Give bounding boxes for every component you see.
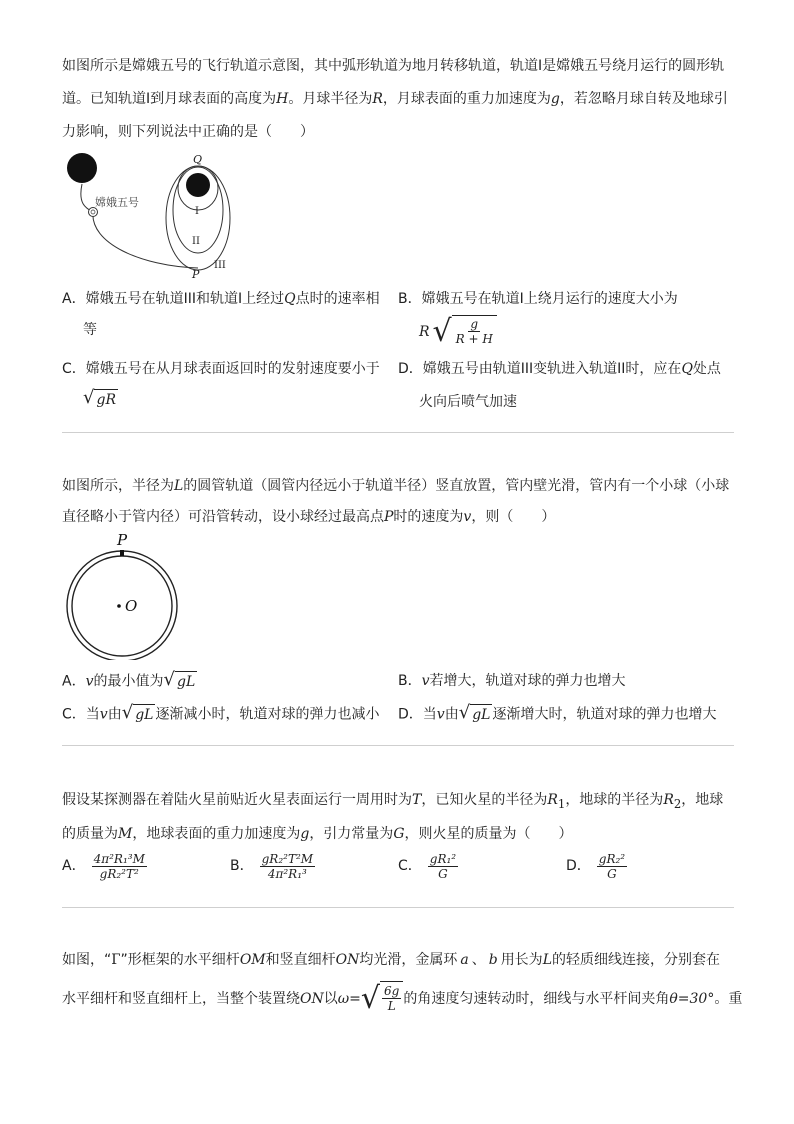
q3-stem-line2 (62, 824, 573, 844)
q3-text: ，则火星的质量为（ ） (404, 826, 573, 842)
var-v: v (421, 673, 430, 689)
var-ON: ON (300, 991, 324, 1007)
q3-text: C． (398, 858, 422, 874)
sqrt-gL (122, 704, 156, 725)
numerator: 6g (384, 984, 400, 998)
subscript: 1 (557, 796, 566, 811)
radicand: gL (133, 704, 155, 725)
q2-option-b[interactable] (398, 671, 626, 691)
q1-stem-line2 (62, 89, 728, 109)
var-v: v (99, 706, 108, 723)
q4-text: 以 (323, 991, 338, 1007)
q1-option-a[interactable] (62, 289, 380, 309)
var-theta: θ=30° (669, 991, 715, 1007)
q1-option-b[interactable] (398, 289, 678, 309)
var-ON: ON (335, 952, 360, 968)
q1-text: 道。已知轨道I到月球表面的高度为 (62, 91, 277, 107)
var-P: P (384, 509, 394, 525)
q2-text: 的圆管轨道（圆管内径远小于轨道半径）竖直放置，管内壁光滑，管内有一个小球（小球 (183, 478, 730, 494)
fraction (597, 852, 627, 881)
var-R: R (372, 91, 383, 107)
label-II: II (192, 236, 200, 247)
radical-icon: √ (432, 314, 452, 349)
denominator: G (607, 866, 617, 881)
var-T: T (412, 792, 422, 808)
q2-text: 时的速度为 (393, 509, 464, 525)
q4-text: 的角速度匀速转动时，细线与水平杆间夹角 (403, 991, 670, 1007)
tube-inner-wall (72, 556, 172, 656)
denominator: L (387, 999, 396, 1013)
q3-text: ，已知火星的半径为 (421, 792, 548, 808)
numerator: gR₂²T²M (261, 851, 314, 866)
subscript: 2 (673, 796, 682, 811)
q1-stem-text: 如图所示是嫦娥五号的飞行轨道示意图，其中弧形轨道为地月转移轨道，轨道I是嫦娥五号绕月运行的圆形轨 (62, 58, 725, 74)
q2-text: ，则（ ） (471, 509, 556, 525)
radicand (380, 981, 403, 1017)
q2-text: 逐渐增大时，轨道对球的弹力也增大 (492, 706, 717, 723)
q3-option-c[interactable] (398, 848, 458, 884)
q2-text: 逐渐减小时，轨道对球的弹力也减小 (155, 706, 380, 723)
fraction (382, 984, 401, 1013)
denominator: R + H (455, 332, 493, 346)
sqrt-fraction (433, 315, 497, 349)
center-O-dot (117, 604, 121, 608)
numerator: gR₂² (598, 851, 626, 866)
var-OM: OM (239, 952, 266, 968)
q3-text: D． (566, 858, 591, 874)
var-R: R (419, 324, 430, 340)
tube-outer-wall (67, 551, 177, 660)
q1-option-c-formula (83, 389, 118, 410)
q1-text: 点时的速率相 (295, 291, 380, 307)
var-H: H (276, 91, 289, 107)
denominator: G (438, 866, 448, 881)
q3-option-b[interactable] (230, 848, 315, 884)
sqrt-gR (83, 389, 118, 410)
q3-option-d[interactable] (566, 848, 627, 884)
q4-text: 水平细杆和竖直细杆上，当整个装置绕 (62, 991, 300, 1007)
q4-text: ”形框架的水平细杆 (120, 952, 240, 968)
q1-text: 力影响，则下列说法中正确的是（ ） (62, 124, 314, 140)
q2-option-a[interactable] (62, 671, 197, 692)
q1-option-a-line2 (83, 320, 97, 340)
radical-icon: √ (360, 981, 381, 1016)
var-g: g (300, 826, 310, 842)
q2-text: 如图所示，半径为 (62, 478, 174, 494)
q4-text: 。重 (714, 991, 743, 1007)
radical-icon: √ (458, 702, 471, 723)
q4-stem-line1 (62, 950, 720, 970)
q2-stem-line2 (62, 507, 555, 527)
var-g: g (550, 91, 560, 107)
fraction (454, 317, 495, 346)
var-b: b (488, 952, 498, 968)
q2-text: 的最小值为 (93, 673, 164, 690)
var-Q: Q (681, 361, 693, 377)
q1-text: 火向后喷气加速 (419, 394, 517, 410)
var-M: M (118, 826, 133, 842)
var-v: v (85, 673, 94, 690)
var-G: G (393, 826, 405, 842)
q2-text: 由 (107, 706, 122, 723)
q1-text: 处点 (692, 361, 721, 377)
denominator: gR₂²T² (99, 866, 139, 881)
var-R1: R (547, 792, 558, 808)
fraction (92, 852, 147, 881)
q1-option-b-formula (419, 314, 497, 350)
q3-text: ，地球表面的重力加速度为 (132, 826, 301, 842)
frame-symbol: Г (111, 952, 121, 968)
q4-text: 的轻质细线连接，分别套在 (551, 952, 720, 968)
q2-circular-tube-figure (62, 530, 184, 660)
q4-text: 如图，“ (62, 952, 112, 968)
q2-option-d[interactable] (398, 704, 716, 725)
label-Q: Q (193, 153, 203, 166)
label-III: III (214, 260, 226, 271)
q1-text: 等 (83, 322, 97, 338)
q2-text: 由 (444, 706, 459, 723)
sqrt-fraction (361, 981, 403, 1017)
q3-text: ，地球的半径为 (565, 792, 664, 808)
var-R2: R (663, 792, 674, 808)
q3-text: ，引力常量为 (309, 826, 394, 842)
fraction (260, 852, 315, 881)
label-P: P (192, 268, 200, 280)
q1-option-d[interactable] (398, 359, 721, 379)
q2-stem-line1 (62, 476, 729, 496)
q4-text: 均光滑，金属环 (359, 952, 458, 968)
q4-text: 和竖直细杆 (265, 952, 336, 968)
q4-text: 用长为 (500, 952, 543, 968)
q2-text: B． (398, 673, 422, 689)
q4-stem-line2 (62, 978, 742, 1020)
denominator: 4π²R₁³ (267, 866, 307, 881)
var-L: L (542, 952, 552, 968)
q1-text: 。月球半径为 (288, 91, 373, 107)
label-I: I (195, 206, 199, 217)
q1-text: D．嫦娥五号由轨道III变轨进入轨道II时，应在 (398, 361, 682, 377)
numerator: g (470, 317, 479, 331)
radical-icon: √ (83, 387, 95, 408)
radical-icon: √ (163, 669, 175, 690)
var-v: v (463, 509, 472, 525)
q3-text: ，地球 (681, 792, 724, 808)
radicand (452, 315, 497, 349)
numerator: 4π²R₁³M (93, 851, 145, 866)
var-Q: Q (284, 291, 296, 307)
q1-option-c[interactable] (62, 359, 380, 379)
q2-text: D．当 (398, 706, 437, 723)
q1-orbit-figure (60, 148, 240, 280)
var-a: a (460, 952, 469, 968)
q1-text: B．嫦娥五号在轨道I上绕月运行的速度大小为 (398, 291, 678, 307)
earth (67, 153, 97, 183)
label-P: P (117, 531, 128, 549)
q1-stem-line3 (62, 122, 314, 142)
radicand: gL (470, 704, 492, 725)
q1-text: C．嫦娥五号在从月球表面返回时的发射速度要小于 (62, 361, 380, 377)
q2-text: A． (62, 673, 86, 690)
divider (62, 745, 734, 746)
fraction (428, 852, 458, 881)
var-v: v (436, 706, 445, 723)
q2-text: 直径略小于管内径）可沿管转动，设小球经过最高点 (62, 509, 384, 525)
q3-text: A． (62, 858, 86, 874)
q2-option-c[interactable] (62, 704, 379, 725)
label-O: O (125, 597, 138, 615)
q3-text: 的质量为 (62, 826, 118, 842)
q1-text: A．嫦娥五号在轨道III和轨道I上经过 (62, 291, 285, 307)
label-chang-e: 嫦娥五号 (95, 196, 139, 209)
q1-text: ，若忽略月球自转及地球引 (559, 91, 728, 107)
q3-text: B． (230, 858, 254, 874)
q1-stem-line1 (62, 56, 724, 76)
sqrt-gL (164, 671, 198, 692)
ball-at-P (120, 550, 124, 556)
q2-text: 若增大，轨道对球的弹力也增大 (429, 673, 626, 689)
q1-option-d-line2 (419, 392, 517, 412)
radicand: gL (175, 671, 197, 692)
moon (186, 173, 210, 197)
q3-stem-line1 (62, 790, 723, 814)
q3-text: 假设某探测器在着陆火星前贴近火星表面运行一周用时为 (62, 792, 412, 808)
q3-option-a[interactable] (62, 848, 147, 884)
q1-text: ，月球表面的重力加速度为 (382, 91, 551, 107)
radicand: gR (94, 389, 118, 410)
var-omega: ω= (337, 991, 361, 1007)
divider (62, 907, 734, 908)
sqrt-gL (459, 704, 493, 725)
q2-text: C．当 (62, 706, 100, 723)
var-L: L (174, 478, 184, 494)
radical-icon: √ (121, 702, 134, 723)
q4-text: 、 (471, 952, 486, 968)
numerator: gR₁² (429, 851, 457, 866)
divider (62, 432, 734, 433)
